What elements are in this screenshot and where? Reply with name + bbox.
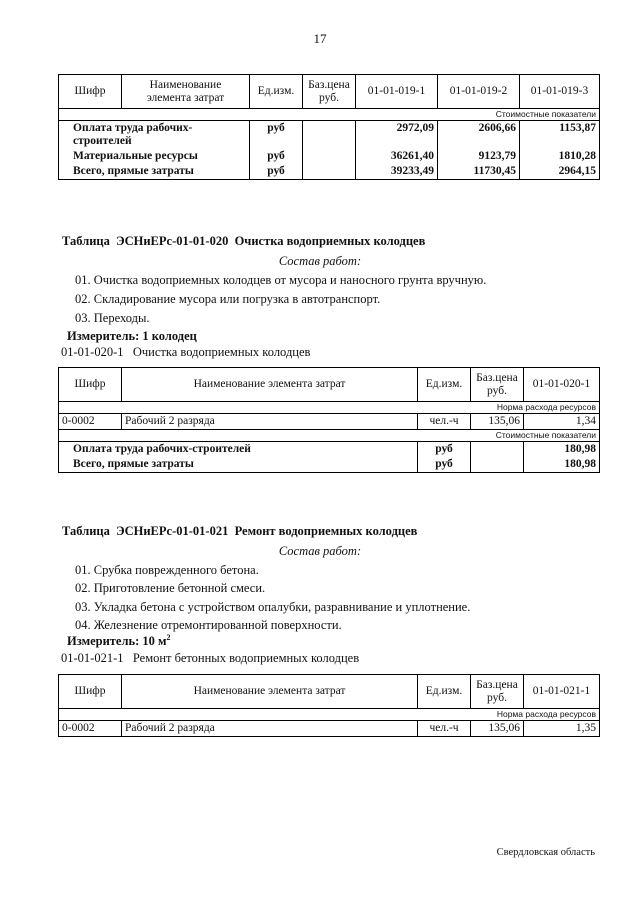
row-name: Всего, прямые затраты (59, 164, 250, 180)
col-header-unit: Ед.изм. (418, 368, 471, 402)
code-line: 01-01-020-1 Очистка водоприемных колодцев (61, 345, 311, 359)
row-name: Рабочий 2 разряда (122, 721, 418, 737)
page-number: 17 (313, 31, 327, 46)
col-header-01-01-019-2: 01-01-019-2 (438, 75, 520, 109)
table-row (59, 149, 600, 164)
col-header-01-01-021-1: 01-01-021-1 (524, 675, 600, 709)
table-01-01-019 (58, 74, 600, 180)
row-value: 180,98 (524, 457, 600, 473)
row-value: 11730,45 (438, 164, 520, 180)
row-unit: руб (418, 457, 471, 473)
table-header-row (59, 675, 600, 709)
col-header-price: Баз.цена руб. (471, 368, 524, 402)
row-unit: руб (250, 164, 303, 180)
col-header-01-01-020-1: 01-01-020-1 (524, 368, 600, 402)
row-name: Всего, прямые затраты (59, 457, 418, 473)
row-value: 9123,79 (438, 149, 520, 164)
row-name: Рабочий 2 разряда (122, 414, 418, 430)
row-name: Оплата труда рабочих-строителей (59, 442, 418, 458)
row-code: 0-0002 (59, 414, 122, 430)
subheader-cost-indicators: Стоимостные показатели (59, 430, 600, 442)
row-unit: руб (250, 121, 303, 150)
measure-unit: Измеритель: 10 $м^2$ (67, 633, 171, 649)
row-value: 1,35 (524, 721, 600, 737)
subheader-resource-norms: Норма расхода ресурсов (59, 402, 600, 414)
row-unit: руб (418, 442, 471, 458)
col-header-name: Наименование элемента затрат (122, 368, 418, 402)
row-value: 1,34 (524, 414, 600, 430)
row-value: 1810,28 (520, 149, 600, 164)
table-01-01-021 (58, 674, 600, 737)
table-row (59, 414, 600, 430)
work-item: 04. Железнение отремонтированной поверхности. (75, 618, 342, 632)
footer-region: Свердловская область (496, 847, 595, 858)
table-row (59, 442, 600, 458)
work-item: 01. Очистка водоприемных колодцев от мусора и наносного грунта вручную. (75, 273, 487, 287)
col-header-price: Баз.цена руб. (471, 675, 524, 709)
table-row (59, 457, 600, 473)
code-line: 01-01-021-1 Ремонт бетонных водоприемных колодцев (61, 651, 360, 665)
table-row (59, 164, 600, 180)
row-value: 2964,15 (520, 164, 600, 180)
section-title: Таблица ЭСНиЕРс-01-01-020 Очистка водоприемных колодцев (62, 234, 426, 248)
row-code: 0-0002 (59, 721, 122, 737)
row-unit: руб (250, 149, 303, 164)
col-header-unit: Ед.изм. (250, 75, 303, 109)
table-row (59, 121, 600, 150)
row-value: 2972,09 (356, 121, 438, 150)
col-header-unit: Ед.изм. (418, 675, 471, 709)
row-value: 39233,49 (356, 164, 438, 180)
subheader-cost-indicators: Стоимостные показатели (59, 109, 600, 121)
table-row (59, 721, 600, 737)
table-header-row (59, 368, 600, 402)
row-price: 135,06 (471, 414, 524, 430)
col-header-01-01-019-1: 01-01-019-1 (356, 75, 438, 109)
table-01-01-020 (58, 367, 600, 473)
row-value: 1153,87 (520, 121, 600, 150)
works-heading: Состав работ: (278, 544, 362, 558)
row-name: Оплата труда рабочих- строителей (59, 121, 250, 150)
work-item: 03. Переходы. (75, 311, 150, 325)
row-unit: чел.-ч (418, 721, 471, 737)
row-price: 135,06 (471, 721, 524, 737)
row-value: 180,98 (524, 442, 600, 458)
work-item: 03. Укладка бетона с устройством опалубки, разравнивание и уплотнение. (75, 600, 471, 614)
col-header-code: Шифр (59, 75, 122, 109)
subheader-resource-norms: Норма расхода ресурсов (59, 709, 600, 721)
work-item: 02. Приготовление бетонной смеси. (75, 581, 266, 595)
col-header-price: Баз.цена руб. (303, 75, 356, 109)
works-heading: Состав работ: (278, 254, 362, 268)
row-unit: чел.-ч (418, 414, 471, 430)
col-header-01-01-019-3: 01-01-019-3 (520, 75, 600, 109)
row-value: 36261,40 (356, 149, 438, 164)
col-header-name: Наименование элемента затрат (122, 675, 418, 709)
section-title: Таблица ЭСНиЕРс-01-01-021 Ремонт водоприемных колодцев (62, 524, 418, 538)
work-item: 02. Складирование мусора или погрузка в автотранспорт. (75, 292, 381, 306)
row-name: Материальные ресурсы (59, 149, 250, 164)
measure-unit: Измеритель: 1 колодец (67, 329, 197, 343)
table-header-row (59, 75, 600, 109)
col-header-name: Наименование элемента затрат (122, 75, 250, 109)
col-header-code: Шифр (59, 368, 122, 402)
work-item: 01. Срубка поврежденного бетона. (75, 563, 259, 577)
row-value: 2606,66 (438, 121, 520, 150)
col-header-code: Шифр (59, 675, 122, 709)
